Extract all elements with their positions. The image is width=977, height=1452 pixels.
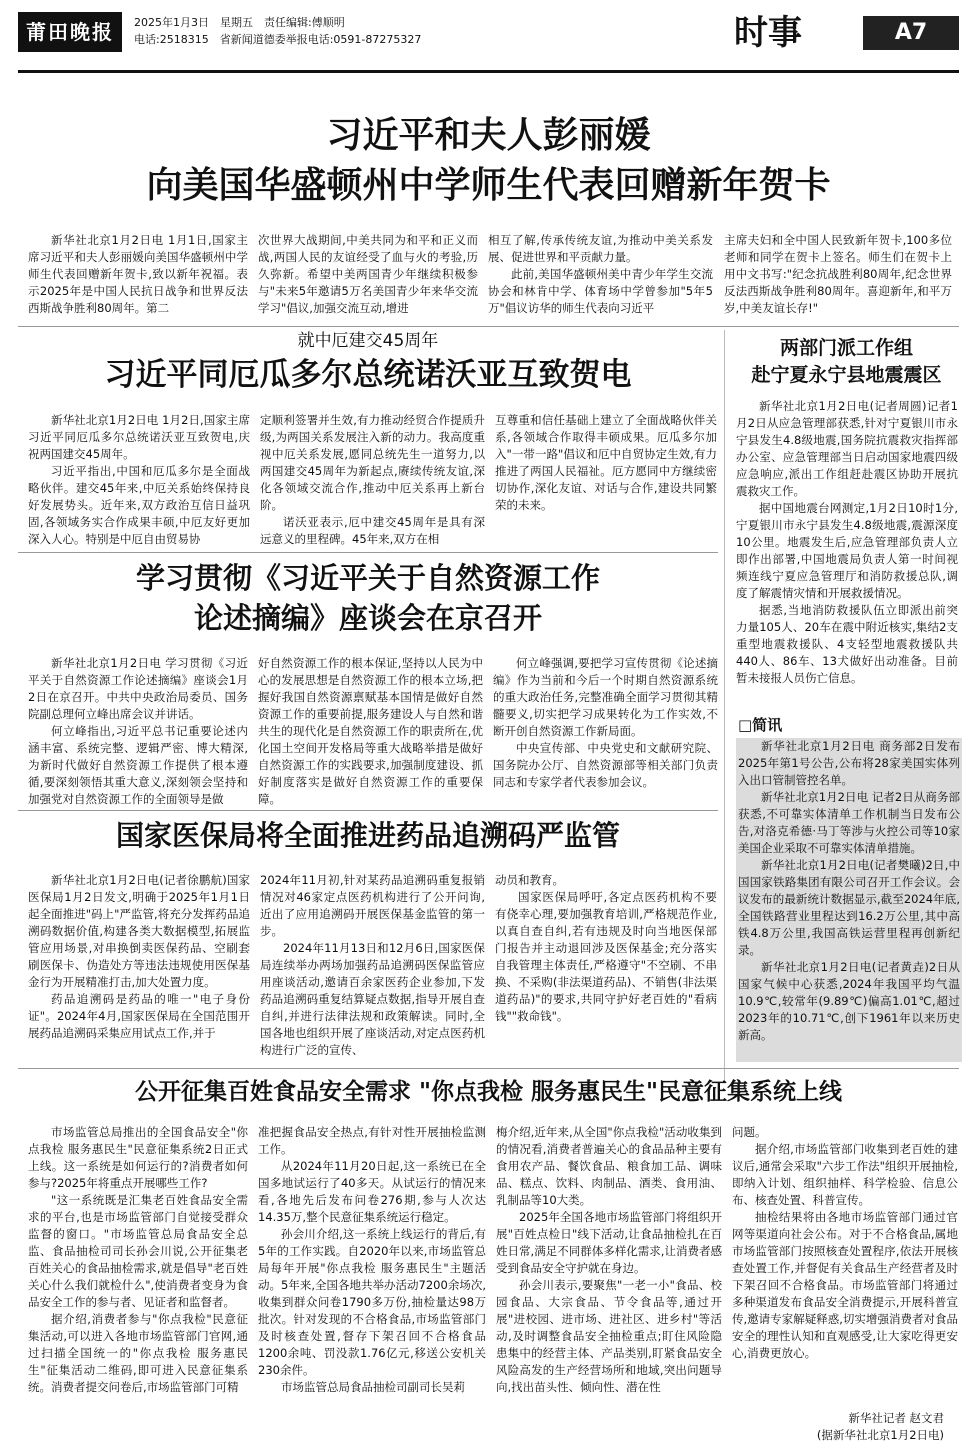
brief-item: 新华社北京1月2日电 记者2日从商务部获悉,不可靠实体清单工作机制当日发布公告,对洛克希德·马丁等涉与火控公司等10家美国企业采取不可靠实体清单措施。 (738, 790, 960, 855)
article4-title: 国家医保局将全面推进药品追溯码严监管 (115, 819, 620, 852)
article2-col1 (28, 412, 250, 548)
article5-col3 (496, 1124, 722, 1444)
article1-col3 (488, 232, 713, 320)
article5-paragraph: 2025年全国各地市场监管部门将组织开展"百姓点检日"线下活动,让食品抽检扎在百姓日常,满足不同群体多样化需求,让消费者感受到食品安全守护就在身边。 (496, 1210, 722, 1275)
author-line: 新华社记者 赵文君 (848, 1411, 944, 1425)
article2-paragraph: 诺沃亚表示,厄中建交45周年是具有深远意义的里程碑。45年来,双方在相 (260, 515, 485, 546)
article4-paragraph: 药品追溯码是药品的唯一"电子身份证"。2024年4月,国家医保局在全国范围开展药品追溯码采集应用试点工作,并于 (28, 992, 250, 1040)
article1-paragraph: 主席夫妇和全中国人民致新年贺卡,100多位老师和同学在贺卡上签名。师生们在贺卡上用中文书写:"纪念抗战胜利80周年,纪念世界反法西斯战争胜利80周年。喜迎新年,和平万岁,中美友谊长存!" (724, 233, 952, 315)
quake-article (736, 398, 958, 698)
brief-item: 新华社北京1月2日电 商务部2日发布2025年第1号公告,公布将28家美国实体列入出口管制管控名单。 (738, 739, 960, 787)
article5-col1 (28, 1124, 248, 1444)
divider (18, 810, 718, 811)
article1-title-line2: 向美国华盛顿州中学师生代表回赠新年贺卡 (146, 165, 831, 206)
article3-title-line1: 学习贯彻《习近平关于自然资源工作 (135, 561, 600, 595)
article5-title: 公开征集百姓食品安全需求 "你点我检 服务惠民生"民意征集系统上线 (135, 1079, 842, 1105)
article4-paragraph: 国家医保局呼吁,各定点医药机构不要有侥幸心理,要加强教育培训,严格规范作业,以真自查自纠,若有违规及时向当地医保部门报告并主动退回涉及医保基金;充分落实自我管理主体责任,严格遵守"不空刷、不串换、不采购(非法渠道药品)、不销售(非法渠道药品)"的要求,共同守护好老百姓的"看病钱""救命钱"。 (495, 890, 717, 1023)
article3-paragraph: 好自然资源工作的根本保证,坚持以人民为中心的发展思想是自然资源工作的根本立场,把握好我国自然资源禀赋基本国情是做好自然资源工作的重要前提,服务建设人与自然和谐共生的现代化是自然资源工作的职责所在,优化国土空间开发格局等重大战略举措是做好自然资源工作的实践要求,加强制度建设、抓好制度落实是做好自然资源工作的重要保障。 (258, 656, 483, 805)
divider (18, 326, 959, 327)
divider (18, 1068, 959, 1069)
article1-title-line1: 习近平和夫人彭丽媛 (326, 115, 651, 156)
article1-paragraph: 此前,美国华盛顿州美中青少年学生交流协会和林肯中学、体育场中学曾参加"5年5万"倡议访华的师生代表向习近平 (488, 267, 713, 315)
article5-paragraph: 从2024年11月20日起,这一系统已在全国多地试运行了40多天。从试运行的情况来看,各地先后发布问卷276期,参与人次达14.35万,整个民意征集系统运行稳定。 (258, 1159, 486, 1224)
quake-paragraph: 据悉,当地消防救援队伍立即派出前突力量105人、20车在震中附近核实,集结2支重型地震救援队、4支轻型地震救援队共440人、86车、13犬做好出动准备。目前暂未接报人员伤亡信息。 (736, 603, 958, 685)
article4-paragraph: 动员和教育。 (495, 873, 564, 887)
article5-paragraph: 梅介绍,近年来,从全国"你点我检"活动收集到的情况看,消费者普遍关心的食品品种主要有食用农产品、餐饮食品、粮食加工品、调味品、糕点、饮料、肉制品、酒类、食用油、乳制品等10大类。 (496, 1125, 722, 1207)
article5-paragraph: 孙会川介绍,这一系统上线运行的背后,有5年的工作实践。自2020年以来,市场监管总局每年开展"你点我检 服务惠民生"主题活动。5年来,全国各地共举办活动7200余场次,收集到群众问卷1790多万份,抽检量达98万批次。针对发现的不合格食品,市场监管部门及时核查处置,督存下架召回不合格食品1200余吨、罚没款1.76亿元,移送公安机关230余件。 (258, 1227, 486, 1377)
article2-col2 (260, 412, 485, 548)
divider (18, 552, 718, 553)
article2-title: 习近平同厄瓜多尔总统诺沃亚互致贺电 (104, 357, 632, 393)
section-name: 时事 (734, 13, 802, 53)
article5-paragraph: 市场监管总局推出的全国食品安全"你点我检 服务惠民生"民意征集系统2日正式上线。这一系统是如何运行的?消费者如何参与?2025年将重点开展哪些工作? (28, 1125, 248, 1190)
quake-title-line1: 两部门派工作组 (779, 337, 913, 359)
article2-paragraph: 互尊重和信任基础上建立了全面战略伙伴关系,各领域合作取得丰硕成果。厄瓜多尔加入"一带一路"倡议和厄中自贸协定生效,有力推进了两国人民福祉。厄方愿同中方继续密切协作,深化友谊、对话与合作,建设共同繁荣的未来。 (495, 413, 717, 512)
quake-title-line2: 赴宁夏永宁县地震震区 (751, 364, 942, 386)
article4-col3 (495, 872, 717, 1062)
article3-paragraph: 何立峰指出,习近平总书记重要论述内涵丰富、系统完整、逻辑严密、博大精深,为新时代做好自然资源工作提供了根本遵循,要深刻领悟其重大意义,深刻领会坚持和加强党对自然资源工作的全面领导是做 (28, 724, 248, 805)
article5-col4 (732, 1124, 958, 1410)
article1-col4 (724, 232, 952, 320)
article5-paragraph: 市场监管总局食品抽检司副司长吴莉 (281, 1380, 465, 1394)
brief-box (736, 738, 962, 1062)
article3-paragraph: 新华社北京1月2日电 学习贯彻《习近平关于自然资源工作论述摘编》座谈会1月2日在京召开。中共中央政治局委员、国务院副总理何立峰出席会议并讲话。 (28, 656, 248, 721)
article1-paragraph: 次世界大战期间,中美共同为和平和正义而战,两国人民的友谊经受了血与火的考验,历久弥新。希望中美两国青少年继续积极参与"未来5年邀请5万名美国青少年来华交流学习"倡议,加强交流互动,增进 (258, 233, 478, 315)
article4-paragraph: 新华社北京1月2日电(记者徐鹏航)国家医保局1月2日发文,明确于2025年1月1日起全面推进"码上"严监管,将充分发挥药品追溯码数据价值,构建各类大数据模型,拓展监管应用场景,对串换倒卖医保药品、空刷套刷医保卡、伪造处方等违法违规使用医保基金行为开展精准打击,加大处置力度。 (28, 873, 250, 989)
article5-col2 (258, 1124, 486, 1444)
article3-paragraph: 中央宣传部、中央党史和文献研究院、国务院办公厅、自然资源部等相关部门负责同志和专家学者代表参加会议。 (493, 741, 718, 789)
brief-item: 新华社北京1月2日电(记者樊曦)2日,中国国家铁路集团有限公司召开工作会议。会议发布的最新统计数据显示,截至2024年底,全国铁路营业里程达到16.2万公里,其中高铁4.8万公里,我国高铁运营里程再创新纪录。 (738, 858, 960, 957)
article5-paragraph: 据介绍,消费者参与"你点我检"民意征集活动,可以进入各地市场监管部门官网,通过扫描全国统一的"你点我检 服务惠民生"征集活动二维码,即可进入民意征集系统。消费者提交问卷后,市场监管部门可精 (28, 1312, 248, 1394)
article1-paragraph: 相互了解,传承传统友谊,为推动中美关系发展、促进世界和平贡献力量。 (488, 233, 713, 264)
article5-paragraph: 抽检结果将由各地市场监管部门通过官网等渠道向社会公布。对于不合格食品,属地市场监管部门按照核查处置程序,依法开展核查处置工作,并督促有关食品生产经营者及时下架召回不合格食品。市场监管部门将通过多种渠道发布食品安全消费提示,开展科普宣传,邀请专家解疑释惑,切实增强消费者对食品安全的理性认知和直观感受,让大家吃得更安心,消费更放心。 (732, 1210, 958, 1360)
article4-col2 (260, 872, 485, 1062)
article2-paragraph: 习近平指出,中国和厄瓜多尔是全面战略伙伴。建交45年来,中厄关系始终保持良好发展势头。近年来,双方政治互信日益巩固,各领域务实合作成果丰硕,中厄友好更加深入人心。特别是中厄自由贸易协 (28, 464, 250, 546)
article4-col1 (28, 872, 250, 1062)
article2-subtitle: 就中厄建交45周年 (297, 331, 439, 351)
article1-col1 (28, 232, 248, 320)
article5-paragraph: 准把握食品安全热点,有针对性开展抽检监测工作。 (258, 1125, 486, 1156)
date-line: 2025年1月3日 星期五 责任编辑:傅顺明 (134, 16, 345, 29)
article3-title-line2: 论述摘编》座谈会在京召开 (193, 601, 542, 635)
newspaper-logo: 莆田晚报 (18, 12, 122, 52)
article2-col3 (495, 412, 717, 548)
article3-col3 (493, 655, 718, 805)
masthead (18, 10, 959, 73)
page-number: A7 (863, 16, 959, 50)
article1-paragraph: 新华社北京1月2日电 1月1日,国家主席习近平和夫人彭丽媛向美国华盛顿州中学师生代表回赠新年贺卡,致以新年祝福。表示2025年是中国人民抗日战争和世界反法西斯战争胜利80周年。第二 (28, 233, 248, 315)
article2-paragraph: 定顺利签署并生效,有力推动经贸合作提质升级,为两国关系发展注入新的动力。我高度重视中厄关系发展,愿同总统先生一道努力,以两国建交45周年为新起点,赓续传统友谊,深化各领域交流合作,推动中厄关系再上新台阶。 (260, 413, 485, 512)
column-divider (724, 330, 725, 1082)
brief-heading: □简讯 (738, 716, 783, 734)
article5-paragraph: 据介绍,市场监管部门收集到老百姓的建议后,通常会采取"六步工作法"组织开展抽检,即纳入计划、组织抽样、科学检验、信息公布、核查处置、科普宣传。 (732, 1142, 958, 1207)
article5-paragraph: 问题。 (732, 1125, 767, 1139)
quake-paragraph: 据中国地震台网测定,1月2日10时1分,宁夏银川市永宁县发生4.8级地震,震源深度10公里。地震发生后,应急管理部负责人立即作出部署,中国地震局负责人第一时间视频连线宁夏应急管理厅和消防救援总队,调度了解震情灾情和开展救援情况。 (736, 501, 958, 600)
article3-col2 (258, 655, 483, 805)
article3-col1 (28, 655, 248, 805)
article4-paragraph: 2024年11月13日和12月6日,国家医保局连续举办两场加强药品追溯码医保监管应用座谈活动,邀请百余家医药企业参加,下发药品追溯码重复结算疑点数据,指导开展自查自纠,并进行法律法规和政策解读。同时,全国各地也组织开展了座谈活动,对定点医药机构进行广泛的宣传、 (260, 941, 485, 1057)
quake-paragraph: 新华社北京1月2日电(记者周圆)记者1月2日从应急管理部获悉,针对宁夏银川市永宁县发生4.8级地震,国务院抗震救灾指挥部办公室、应急管理部当日启动国家地震四级应急响应,派出工作组赶赴震区协助开展抗震救灾工作。 (736, 399, 958, 498)
brief-item: 新华社北京1月2日电(记者黄垚)2日从国家气候中心获悉,2024年我国平均气温10.9℃,较常年(9.89℃)偏高1.01℃,超过2023年的10.71℃,创下1961年以来历史新高。 (738, 960, 960, 1042)
article3-paragraph: 何立峰强调,要把学习宣传贯彻《论述摘编》作为当前和今后一个时期自然资源系统的重大政治任务,完整准确全面学习贯彻其精髓要义,切实把学习成果转化为工作实效,不断开创自然资源工作新局面。 (493, 656, 718, 738)
article2-paragraph: 新华社北京1月2日电 1月2日,国家主席习近平同厄瓜多尔总统诺沃亚互致贺电,庆祝两国建交45周年。 (28, 413, 250, 461)
article4-paragraph: 2024年11月初,针对某药品追溯码重复报销情况对46家定点医药机构进行了公开问询,近出了应用追溯码开展医保基金监管的第一步。 (260, 873, 485, 938)
article5-paragraph: 孙会川表示,要聚焦"一老一小"食品、校园食品、大宗食品、节令食品等,通过开展"进校园、进市场、进社区、进乡村"等活动,及时调整食品安全抽检重点;盯住风险隐患集中的经营主体、产品类别,盯紧食品安全风险高发的生产经营场所和地域,突出问题导向,找出苗头性、倾向性、潜在性 (496, 1278, 722, 1394)
phone-line: 电话:2518315 省新闻道德委举报电话:0591-87275327 (134, 33, 422, 46)
source-line: (据新华社北京1月2日电) (816, 1428, 944, 1442)
article5-paragraph: "这一系统既是汇集老百姓食品安全需求的平台,也是市场监管部门自觉接受群众监督的窗口。"市场监管总局食品安全总监、食品抽检司司长孙会川说,公开征集老百姓关心的食品抽检需求,就是倡导"老百姓关心什么我们就检什么",使消费者变身为食品安全工作的参与者、见证者和监督者。 (28, 1193, 248, 1309)
article1-col2 (258, 232, 478, 320)
